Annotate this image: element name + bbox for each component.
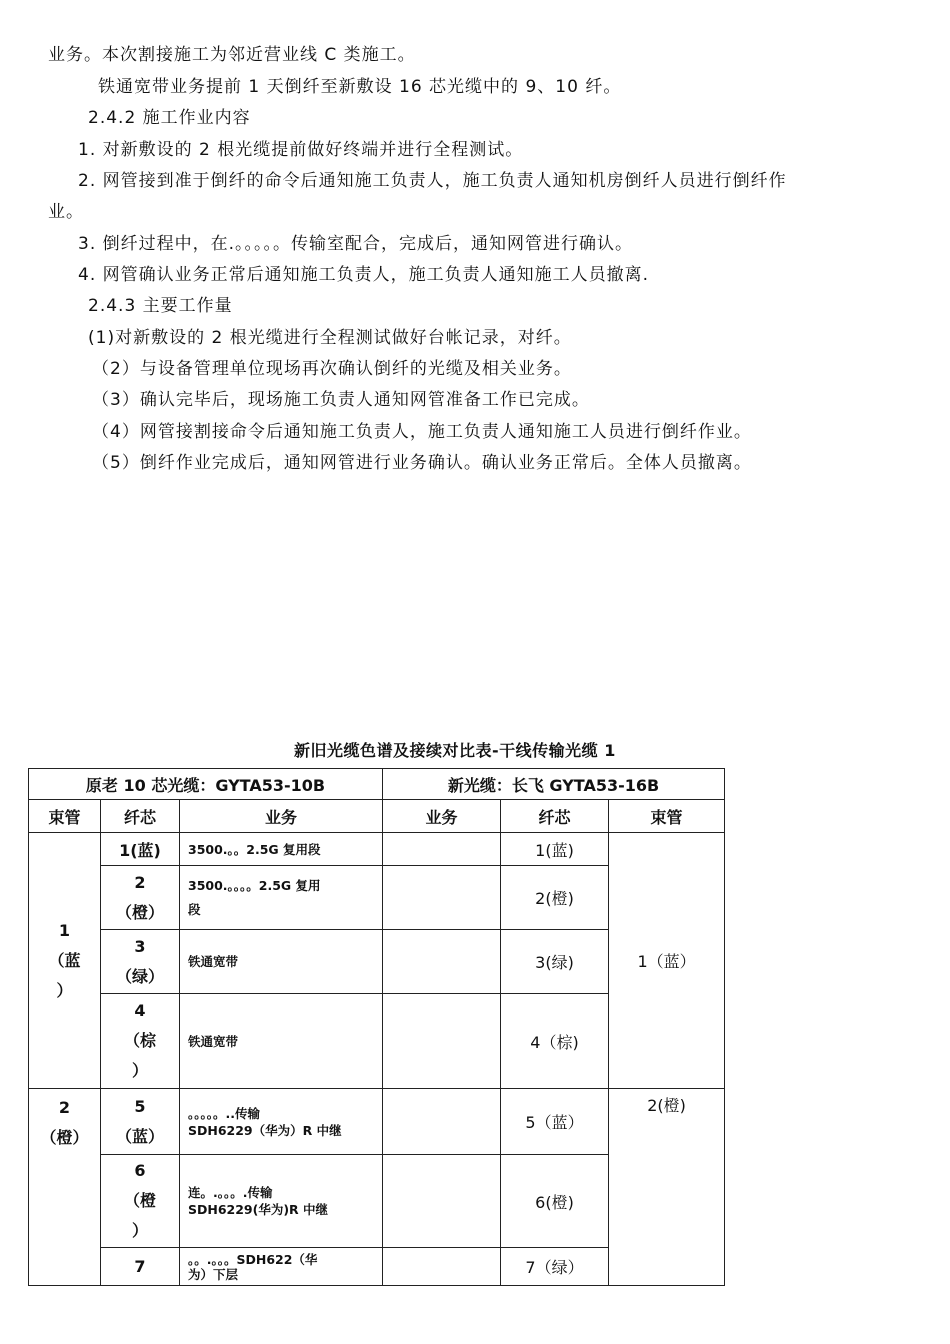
new-service-cell xyxy=(383,1089,501,1155)
old-cable-header: 原老 10 芯光缆：GYTA53-10B xyxy=(29,769,383,800)
new-core-cell: 3(绿) xyxy=(501,930,609,994)
paragraph-line: 1. 对新敷设的 2 根光缆提前做好终端并进行全程测试。 xyxy=(78,140,524,160)
old-service-cell: 连。.。。。.传输 SDH6229(华为)R 中继 xyxy=(180,1155,383,1248)
col-header-tube-new: 束管 xyxy=(609,800,725,833)
old-tube-cell: 1 （蓝 ） xyxy=(29,833,101,1089)
old-core-cell: 5 （蓝） xyxy=(101,1089,180,1155)
new-service-cell xyxy=(383,866,501,930)
col-header-tube-old: 束管 xyxy=(29,800,101,833)
new-core-cell: 5（蓝） xyxy=(501,1089,609,1155)
new-service-cell xyxy=(383,930,501,994)
new-service-cell xyxy=(383,1155,501,1248)
new-core-cell: 6(橙) xyxy=(501,1155,609,1248)
paragraph-line: 2. 网管接到准于倒纤的命令后通知施工负责人，施工负责人通知机房倒纤人员进行倒纤作 xyxy=(78,171,787,191)
new-core-cell: 4（棕) xyxy=(501,994,609,1089)
col-header-core-old: 纤芯 xyxy=(101,800,180,833)
old-core-cell: 7 xyxy=(101,1248,180,1286)
paragraph-line: （4）网管接割接命令后通知施工负责人，施工负责人通知施工人员进行倒纤作业。 xyxy=(92,422,752,442)
new-core-cell: 7（绿） xyxy=(501,1248,609,1286)
fiber-comparison-table xyxy=(28,768,725,1286)
new-core-cell: 1(蓝) xyxy=(501,833,609,866)
paragraph-line: 4. 网管确认业务正常后通知施工负责人，施工负责人通知施工人员撤离. xyxy=(78,265,650,285)
old-service-cell: 铁通宽带 xyxy=(180,994,383,1089)
new-service-cell xyxy=(383,994,501,1089)
col-header-service-old: 业务 xyxy=(180,800,383,833)
paragraph-line: （2）与设备管理单位现场再次确认倒纤的光缆及相关业务。 xyxy=(92,359,572,379)
table-row xyxy=(29,833,725,866)
old-service-cell: 3500.。。。。2.5G 复用 段 xyxy=(180,866,383,930)
old-core-cell: 6 （橙 ） xyxy=(101,1155,180,1248)
old-core-cell: 2 （橙） xyxy=(101,866,180,930)
old-core-cell: 1(蓝) xyxy=(101,833,180,866)
new-service-cell xyxy=(383,833,501,866)
old-core-cell: 4 （棕 ） xyxy=(101,994,180,1089)
old-service-cell: 铁通宽带 xyxy=(180,930,383,994)
old-tube-cell: 2 （橙） xyxy=(29,1089,101,1286)
new-core-cell: 2(橙) xyxy=(501,866,609,930)
new-service-cell xyxy=(383,1248,501,1286)
new-tube-cell: 1（蓝） xyxy=(609,833,725,1089)
new-tube-cell: 2(橙) xyxy=(609,1089,725,1286)
section-heading: 2.4.2 施工作业内容 xyxy=(88,108,251,128)
paragraph-line: （3）确认完毕后，现场施工负责人通知网管准备工作已完成。 xyxy=(92,390,590,410)
paragraph-line: 业。 xyxy=(48,202,84,222)
paragraph-line: (1)对新敷设的 2 根光缆进行全程测试做好台帐记录，对纤。 xyxy=(88,328,572,348)
paragraph-line: （5）倒纤作业完成后，通知网管进行业务确认。确认业务正常后。全体人员撤离。 xyxy=(92,453,752,473)
paragraph-line: 3. 倒纤过程中，在.。。。。。传输室配合，完成后，通知网管进行确认。 xyxy=(78,234,634,254)
table-row xyxy=(29,1089,725,1155)
old-service-cell: 。。.。。。SDH622（华 为）下层 xyxy=(180,1248,383,1286)
old-service-cell: 3500.。。2.5G 复用段 xyxy=(180,833,383,866)
old-service-cell: 。。。。。..传输 SDH6229（华为）R 中继 xyxy=(180,1089,383,1155)
col-header-core-new: 纤芯 xyxy=(501,800,609,833)
col-header-service-new: 业务 xyxy=(383,800,501,833)
paragraph-line: 铁通宽带业务提前 1 天倒纤至新敷设 16 芯光缆中的 9、10 纤。 xyxy=(98,77,622,97)
section-heading: 2.4.3 主要工作量 xyxy=(88,296,233,316)
old-core-cell: 3 （绿） xyxy=(101,930,180,994)
table-caption: 新旧光缆色谱及接续对比表-干线传输光缆 1 xyxy=(294,741,616,760)
new-cable-header: 新光缆：长飞 GYTA53-16B xyxy=(383,769,725,800)
paragraph-line: 业务。本次割接施工为邻近营业线 C 类施工。 xyxy=(48,45,416,65)
